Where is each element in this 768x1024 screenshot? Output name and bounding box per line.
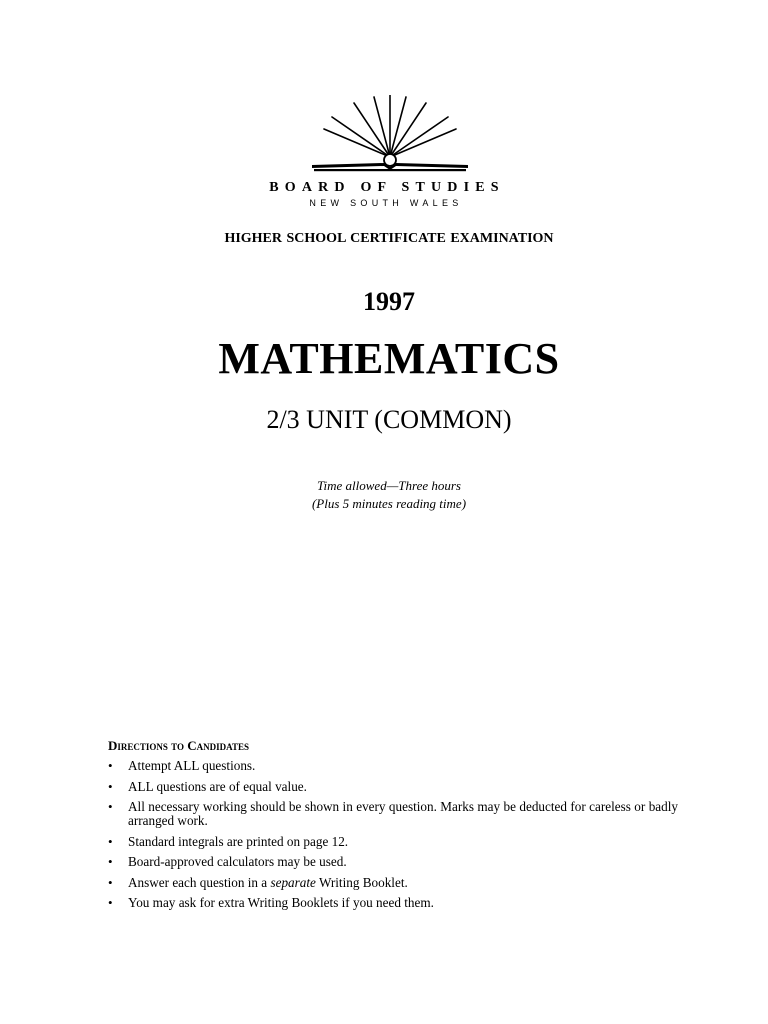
board-of-studies-logo-icon	[310, 95, 470, 175]
org-name: BOARD OF STUDIES	[269, 180, 505, 195]
list-item-emphasis: separate	[270, 874, 316, 890]
reading-time-text: (Plus 5 minutes reading time)	[311, 496, 467, 511]
list-item	[108, 835, 678, 849]
directions-list	[108, 759, 678, 910]
list-item-text: Attempt ALL questions.	[128, 758, 256, 773]
org-subtitle: NEW SOUTH WALES	[309, 198, 463, 208]
bullet-icon: •	[108, 833, 113, 849]
exam-title: HIGHER SCHOOL CERTIFICATE EXAMINATION	[224, 231, 554, 246]
bullet-icon: •	[108, 799, 113, 814]
list-item-text-after: Writing Booklet.	[315, 874, 408, 890]
unit-title: 2/3 UNIT (COMMON)	[266, 405, 512, 434]
list-item	[108, 896, 678, 910]
list-item-text: Standard integrals are printed on page 12.	[128, 833, 349, 849]
subject-title: MATHEMATICS	[218, 334, 560, 383]
list-item	[108, 876, 678, 890]
list-item-text-before: Answer each question in a	[128, 874, 271, 890]
list-item	[108, 759, 678, 773]
bullet-icon: •	[108, 778, 113, 794]
time-allowed	[0, 477, 768, 513]
bullet-icon: •	[108, 758, 113, 773]
time-allowed-text: Time allowed—Three hours	[317, 478, 461, 493]
list-item	[108, 800, 678, 828]
bullet-icon: •	[108, 895, 113, 910]
directions-heading: Directions to Candidates	[108, 738, 249, 753]
list-item-text: ALL questions are of equal value.	[128, 778, 307, 794]
list-item	[108, 855, 678, 869]
list-item-text: All necessary working should be shown in every question. Marks may be deducted for careless or badly arranged work.	[128, 799, 678, 828]
list-item-text: You may ask for extra Writing Booklets if you need them.	[128, 895, 434, 910]
bullet-icon: •	[108, 854, 113, 869]
bullet-icon: •	[108, 874, 113, 890]
list-item	[108, 780, 678, 794]
list-item-text: Board-approved calculators may be used.	[128, 854, 347, 869]
directions-section	[108, 738, 678, 917]
exam-year: 1997	[363, 287, 415, 316]
